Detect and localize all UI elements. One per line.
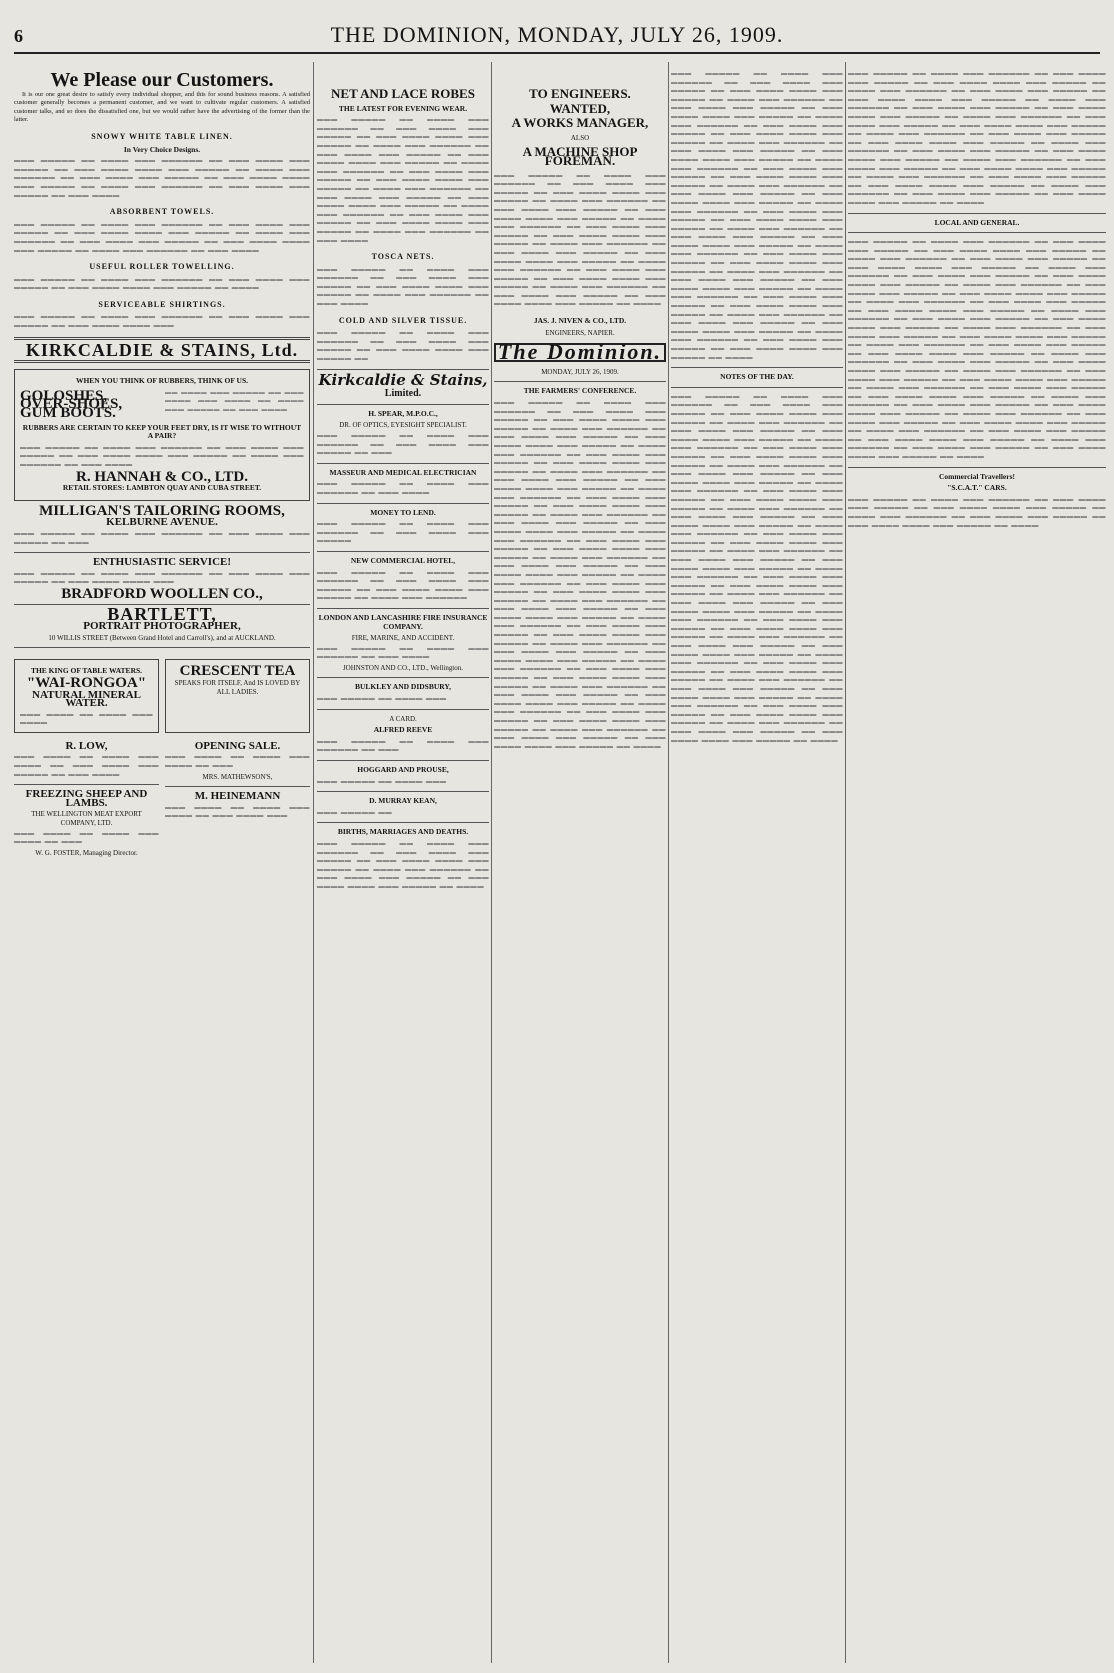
customers-heading: We Please our Customers. <box>50 69 274 91</box>
issue-date: MONDAY, JULY 26, 1909. <box>541 367 619 376</box>
dominion-nameplate: The Dominion. <box>494 343 666 362</box>
page-title: THE DOMINION, MONDAY, JULY 26, 1909. <box>330 22 784 47</box>
milligan-heading: MILLIGAN'S TAILORING ROOMS, <box>39 502 285 519</box>
masthead <box>0 0 1114 62</box>
silver-heading: COLD AND SILVER TISSUE. <box>338 315 468 325</box>
wairongoa-ad: THE KING OF TABLE WATERS. "WAI-RONGOA" NATURAL MINERAL WATER. ▬▬▬ ▬▬▬▬ ▬▬ ▬▬▬▬ ▬▬▬ ▬▬▬▬ <box>14 659 159 733</box>
local-general-heading: LOCAL AND GENERAL. <box>934 217 1020 227</box>
heinemann-heading: M. HEINEMANN <box>194 790 281 803</box>
travellers-heading: Commercial Travellers! <box>938 471 1015 481</box>
opening-heading: OPENING SALE. <box>194 739 281 752</box>
column-5: ▬▬▬ ▬▬▬▬▬ ▬▬ ▬▬▬▬ ▬▬▬ ▬▬▬▬▬▬ ▬▬ ▬▬▬ ▬▬▬▬ ▬▬▬ ▬▬▬▬▬ ▬▬ ▬▬▬ ▬▬▬▬ ▬▬▬▬ ▬▬▬ ▬▬▬▬▬ ▬▬ ▬▬▬▬ ▬▬▬ ▬▬▬▬▬▬ ▬▬ ▬▬▬ ▬▬▬▬ ▬▬▬ ▬▬▬▬▬ ▬▬ ▬▬▬ ▬▬▬▬ ▬▬▬▬ ▬▬▬ ▬▬▬▬▬ ▬▬ ▬▬▬▬ ▬▬▬ ▬▬▬▬▬▬ ▬▬ ▬▬▬ ▬▬▬▬ ▬▬▬ ▬▬▬▬▬ ▬▬ ▬▬▬ ▬▬▬▬ ▬▬▬▬ ▬▬▬ ▬▬▬▬▬ ▬▬ ▬▬▬▬ ▬▬▬ ▬▬▬▬▬▬ ▬▬ ▬▬▬ ▬▬▬▬ ▬▬▬ ▬▬▬▬▬ ▬▬ ▬▬▬ ▬▬▬▬ ▬▬▬▬ ▬▬▬ ▬▬▬▬▬ ▬▬ ▬▬▬▬ ▬▬▬ ▬▬▬▬▬▬ ▬▬ ▬▬▬ ▬▬▬▬ ▬▬▬ ▬▬▬▬▬ ▬▬ ▬▬▬ ▬▬▬▬ ▬▬▬▬ ▬▬▬ ▬▬▬▬▬ ▬▬ ▬▬▬▬ ▬▬▬ ▬▬▬▬▬▬ ▬▬ ▬▬▬ ▬▬▬▬ ▬▬▬ ▬▬▬▬▬ ▬▬ ▬▬▬ ▬▬▬▬ ▬▬▬▬ ▬▬▬ ▬▬▬▬▬ ▬▬ ▬▬▬▬ ▬▬▬ ▬▬▬▬▬▬ ▬▬ ▬▬▬ ▬▬▬▬ ▬▬▬ ▬▬▬▬▬ ▬▬ ▬▬▬ ▬▬▬▬ ▬▬▬▬ ▬▬▬ ▬▬▬▬▬ ▬▬ ▬▬▬▬ ▬▬▬ ▬▬▬▬▬▬ ▬▬ ▬▬▬ ▬▬▬▬ ▬▬▬ ▬▬▬▬▬ ▬▬ ▬▬▬ ▬▬▬▬ ▬▬▬▬ ▬▬▬ ▬▬▬▬▬ ▬▬ ▬▬▬▬ ▬▬▬ ▬▬▬▬▬▬ ▬▬ ▬▬▬ ▬▬▬▬ ▬▬▬ ▬▬▬▬▬ ▬▬ ▬▬▬ ▬▬▬▬ ▬▬▬▬ ▬▬▬ ▬▬▬▬▬ ▬▬ ▬▬▬▬ LOCAL AND GENERAL. ▬▬▬ ▬▬▬▬▬ ▬▬ ▬▬▬▬ ▬▬▬ ▬▬▬▬▬▬ ▬▬ ▬▬▬ ▬▬▬▬ ▬▬▬ ▬▬▬▬▬ ▬▬ ▬▬▬ ▬▬▬▬ ▬▬▬▬ ▬▬▬ ▬▬▬▬▬ ▬▬ ▬▬▬▬ ▬▬▬ ▬▬▬▬▬▬ ▬▬ ▬▬▬ ▬▬▬▬ ▬▬▬ ▬▬▬▬▬ ▬▬ ▬▬▬ ▬▬▬▬ ▬▬▬▬ ▬▬▬ ▬▬▬▬▬ ▬▬ ▬▬▬▬ ▬▬▬ ▬▬▬▬▬▬ ▬▬ ▬▬▬ ▬▬▬▬ ▬▬▬ ▬▬▬▬▬ ▬▬ ▬▬▬ ▬▬▬▬ ▬▬▬▬ ▬▬▬ ▬▬▬▬▬ ▬▬ ▬▬▬▬ ▬▬▬ ▬▬▬▬▬▬ ▬▬ ▬▬▬ ▬▬▬▬ ▬▬▬ ▬▬▬▬▬ ▬▬ ▬▬▬ ▬▬▬▬ ▬▬▬▬ ▬▬▬ ▬▬▬▬▬ ▬▬ ▬▬▬▬ ▬▬▬ ▬▬▬▬▬▬ ▬▬ ▬▬▬ ▬▬▬▬ ▬▬▬ ▬▬▬▬▬ ▬▬ ▬▬▬ ▬▬▬▬ ▬▬▬▬ ▬▬▬ ▬▬▬▬▬ ▬▬ ▬▬▬▬ ▬▬▬ ▬▬▬▬▬▬ ▬▬ ▬▬▬ ▬▬▬▬ ▬▬▬ ▬▬▬▬▬ ▬▬ ▬▬▬ ▬▬▬▬ ▬▬▬▬ ▬▬▬ ▬▬▬▬▬ ▬▬ ▬▬▬▬ ▬▬▬ ▬▬▬▬▬▬ ▬▬ ▬▬▬ ▬▬▬▬ ▬▬▬ ▬▬▬▬▬ ▬▬ ▬▬▬ ▬▬▬▬ ▬▬▬▬ ▬▬▬ ▬▬▬▬▬ ▬▬ ▬▬▬▬ ▬▬▬ ▬▬▬▬▬▬ ▬▬ ▬▬▬ ▬▬▬▬ ▬▬▬ ▬▬▬▬▬ ▬▬ ▬▬▬ ▬▬▬▬ ▬▬▬▬ ▬▬▬ ▬▬▬▬▬ ▬▬ ▬▬▬▬ ▬▬▬ ▬▬▬▬▬▬ ▬▬ ▬▬▬ ▬▬▬▬ ▬▬▬ ▬▬▬▬▬ ▬▬ ▬▬▬ ▬▬▬▬ ▬▬▬▬ ▬▬▬ ▬▬▬▬▬ ▬▬ ▬▬▬▬ ▬▬▬ ▬▬▬▬▬▬ ▬▬ ▬▬▬ ▬▬▬▬ ▬▬▬ ▬▬▬▬▬ ▬▬ ▬▬▬ ▬▬▬▬ ▬▬▬▬ ▬▬▬ ▬▬▬▬▬ ▬▬ ▬▬▬▬ ▬▬▬ ▬▬▬▬▬▬ ▬▬ ▬▬▬ ▬▬▬▬ ▬▬▬ ▬▬▬▬▬ ▬▬ ▬▬▬ ▬▬▬▬ ▬▬▬▬ ▬▬▬ ▬▬▬▬▬ ▬▬ ▬▬▬▬ ▬▬▬ ▬▬▬▬▬▬ ▬▬ ▬▬▬ ▬▬▬▬ ▬▬▬ ▬▬▬▬▬ ▬▬ ▬▬▬ ▬▬▬▬ ▬▬▬▬ ▬▬▬ ▬▬▬▬▬ ▬▬ ▬▬▬▬ ▬▬▬ ▬▬▬▬▬▬ ▬▬ ▬▬▬ ▬▬▬▬ ▬▬▬ ▬▬▬▬▬ ▬▬ ▬▬▬ ▬▬▬▬ ▬▬▬▬ ▬▬▬ ▬▬▬▬▬ ▬▬ ▬▬▬▬ ▬▬▬ ▬▬▬▬▬▬ ▬▬ ▬▬▬ ▬▬▬▬ ▬▬▬ ▬▬▬▬▬ ▬▬ ▬▬▬ ▬▬▬▬ ▬▬▬▬ ▬▬▬ ▬▬▬▬▬ ▬▬ ▬▬▬▬ ▬▬▬ ▬▬▬▬▬▬ ▬▬ ▬▬▬ ▬▬▬▬ ▬▬▬ ▬▬▬▬▬ ▬▬ ▬▬▬ ▬▬▬▬ ▬▬▬▬ ▬▬▬ ▬▬▬▬▬ ▬▬ ▬▬▬▬ Commercial Travellers! "S.C.A.T." CARS. ▬▬▬ ▬▬▬▬▬ ▬▬ ▬▬▬▬ ▬▬▬ ▬▬▬▬▬▬ ▬▬ ▬▬▬ ▬▬▬▬ ▬▬▬ ▬▬▬▬▬ ▬▬ ▬▬▬ ▬▬▬▬ ▬▬▬▬ ▬▬▬ ▬▬▬▬▬ ▬▬ ▬▬▬▬ ▬▬▬ ▬▬▬▬▬▬ ▬▬ ▬▬▬ ▬▬▬▬ ▬▬▬ ▬▬▬▬▬ ▬▬ ▬▬▬ ▬▬▬▬ ▬▬▬▬ ▬▬▬ ▬▬▬▬▬ ▬▬ ▬▬▬▬ <box>848 70 1106 529</box>
column-divider <box>491 62 492 1663</box>
conference-heading: THE FARMERS' CONFERENCE. <box>523 386 637 396</box>
money-heading: MONEY TO LEND. <box>370 507 436 517</box>
niven-heading: JAS. J. NIVEN & CO., LTD. <box>533 316 627 326</box>
johnston: JOHNSTON AND CO., LTD., Wellington. <box>342 663 464 672</box>
net-subheading: THE LATEST FOR EVENING WEAR. <box>338 103 468 113</box>
foster-signature: W. G. FOSTER, Managing Director. <box>35 848 138 857</box>
engineers-heading: TO ENGINEERS. <box>529 86 631 101</box>
column-divider <box>845 62 846 1663</box>
murray-heading: D. MURRAY KEAN, <box>369 796 437 806</box>
hannah-address: RETAIL STORES: LAMBTON QUAY AND CUBA STREET. <box>62 483 262 493</box>
kirkcaldie-limited: Limited. <box>384 388 422 400</box>
wairongoa-subheading: NATURAL MINERAL WATER. <box>32 688 141 710</box>
spear-subheading: DR. OF OPTICS, EYESIGHT SPECIALIST. <box>339 421 467 430</box>
roller-heading: USEFUL ROLLER TOWELLING. <box>89 262 235 272</box>
meat-company: THE WELLINGTON MEAT EXPORT COMPANY, LTD. <box>31 810 142 828</box>
kirkcaldie-signature: Kirkcaldie & Stains, <box>318 370 488 389</box>
works-manager-heading: A WORKS MANAGER, <box>511 115 649 131</box>
column-divider <box>313 62 314 1663</box>
rubbers-line: WHEN YOU THINK OF RUBBERS, THINK OF US. <box>75 376 249 386</box>
kirkcaldie-ad: KIRKCALDIE & STAINS, Ltd. <box>25 339 299 360</box>
linen-subheading: In Very Choice Designs. <box>123 144 201 154</box>
crescent-ad <box>165 659 310 733</box>
insurance-sub: FIRE, MARINE, AND ACCIDENT. <box>351 634 455 643</box>
bartlett-heading: BARTLETT, <box>107 603 217 624</box>
bulkley-heading: BULKLEY AND DIDSBURY, <box>354 682 452 692</box>
rubbers-ad: WHEN YOU THINK OF RUBBERS, THINK OF US. GOLOSHES, OVER-SHOES, GUM BOOTS. ▬▬ ▬▬▬▬ ▬▬▬ ▬▬▬▬▬ ▬▬ ▬▬▬ ▬▬▬▬ ▬▬▬ ▬▬▬▬ ▬▬ ▬▬▬▬ ▬▬▬ ▬▬▬▬▬ ▬▬ ▬▬▬ ▬▬▬▬ RUBBERS ARE CERTAIN TO KEEP YOUR FEET DRY, IS IT WISE TO WITHOUT A PAIR? ▬▬▬ ▬▬▬▬▬ ▬▬ ▬▬▬▬ ▬▬▬ ▬▬▬▬▬▬ ▬▬ ▬▬▬ ▬▬▬▬ ▬▬▬ ▬▬▬▬▬ ▬▬ ▬▬▬ ▬▬▬▬ ▬▬▬▬ ▬▬▬ ▬▬▬▬▬ ▬▬ ▬▬▬▬ ▬▬▬ ▬▬▬▬▬▬ ▬▬ ▬▬▬ ▬▬▬▬ R. HANNAH & CO., LTD. RETAIL STORES: LAMBTON QUAY AND CUBA STREET. <box>14 369 310 501</box>
milligan-subheading: KELBURNE AVENUE. <box>106 516 218 529</box>
spear-heading: H. SPEAR, M.P.O.C., <box>368 408 438 418</box>
low-heading: R. LOW, <box>65 739 108 752</box>
card-label: A CARD. <box>389 714 417 723</box>
niven-subheading: ENGINEERS, NAPIER. <box>545 328 615 337</box>
crescent-subheading: SPEAKS FOR ITSELF, And IS LOVED BY ALL LADIES. <box>174 678 301 696</box>
scat-heading: "S.C.A.T." CARS. <box>947 483 1007 493</box>
bradford-heading: BRADFORD WOOLLEN CO., <box>61 585 263 602</box>
masthead-rule <box>14 52 1100 54</box>
machine-shop-heading: A MACHINE SHOP FOREMAN. <box>522 144 638 168</box>
enthusiastic-heading: ENTHUSIASTIC SERVICE! <box>92 556 232 569</box>
hannah-heading: R. HANNAH & CO., LTD. <box>76 468 248 485</box>
wairongoa-top: THE KING OF TABLE WATERS. <box>30 666 143 676</box>
bartlett-subheading: PORTRAIT PHOTOGRAPHER, <box>83 620 241 633</box>
goloshes-heading: GOLOSHES, OVER-SHOES, GUM BOOTS. <box>20 387 123 422</box>
net-heading: NET AND LACE ROBES <box>331 86 475 101</box>
notes-heading: NOTES OF THE DAY. <box>720 372 794 382</box>
column-3: TO ENGINEERS. WANTED, A WORKS MANAGER, ALSO A MACHINE SHOP FOREMAN. ▬▬▬ ▬▬▬▬▬ ▬▬ ▬▬▬▬ ▬▬▬ ▬▬▬▬▬▬ ▬▬ ▬▬▬ ▬▬▬▬ ▬▬▬ ▬▬▬▬▬ ▬▬ ▬▬▬ ▬▬▬▬ ▬▬▬▬ ▬▬▬ ▬▬▬▬▬ ▬▬ ▬▬▬▬ ▬▬▬ ▬▬▬▬▬▬ ▬▬ ▬▬▬ ▬▬▬▬ ▬▬▬ ▬▬▬▬▬ ▬▬ ▬▬▬ ▬▬▬▬ ▬▬▬▬ ▬▬▬ ▬▬▬▬▬ ▬▬ ▬▬▬▬ ▬▬▬ ▬▬▬▬▬▬ ▬▬ ▬▬▬ ▬▬▬▬ ▬▬▬ ▬▬▬▬▬ ▬▬ ▬▬▬ ▬▬▬▬ ▬▬▬▬ ▬▬▬ ▬▬▬▬▬ ▬▬ ▬▬▬▬ ▬▬▬ ▬▬▬▬▬▬ ▬▬ ▬▬▬ ▬▬▬▬ ▬▬▬ ▬▬▬▬▬ ▬▬ ▬▬▬ ▬▬▬▬ ▬▬▬▬ ▬▬▬ ▬▬▬▬▬ ▬▬ ▬▬▬▬ ▬▬▬ ▬▬▬▬▬▬ ▬▬ ▬▬▬ ▬▬▬▬ ▬▬▬ ▬▬▬▬▬ ▬▬ ▬▬▬ ▬▬▬▬ ▬▬▬▬ ▬▬▬ ▬▬▬▬▬ ▬▬ ▬▬▬▬ ▬▬▬ ▬▬▬▬▬▬ ▬▬ ▬▬▬ ▬▬▬▬ ▬▬▬ ▬▬▬▬▬ ▬▬ ▬▬▬ ▬▬▬▬ ▬▬▬▬ ▬▬▬ ▬▬▬▬▬ ▬▬ ▬▬▬▬ JAS. J. NIVEN & CO., LTD. ENGINEERS, NAPIER. The Dominion. MONDAY, JULY 26, 1909. THE FARMERS' CONFERENCE. ▬▬▬ ▬▬▬▬▬ ▬▬ ▬▬▬▬ ▬▬▬ ▬▬▬▬▬▬ ▬▬ ▬▬▬ ▬▬▬▬ ▬▬▬ ▬▬▬▬▬ ▬▬ ▬▬▬ ▬▬▬▬ ▬▬▬▬ ▬▬▬ ▬▬▬▬▬ ▬▬ ▬▬▬▬ ▬▬▬ ▬▬▬▬▬▬ ▬▬ ▬▬▬ ▬▬▬▬ ▬▬▬ ▬▬▬▬▬ ▬▬ ▬▬▬ ▬▬▬▬ ▬▬▬▬ ▬▬▬ ▬▬▬▬▬ ▬▬ ▬▬▬▬ ▬▬▬ ▬▬▬▬▬▬ ▬▬ ▬▬▬ ▬▬▬▬ ▬▬▬ ▬▬▬▬▬ ▬▬ ▬▬▬ ▬▬▬▬ ▬▬▬▬ ▬▬▬ ▬▬▬▬▬ ▬▬ ▬▬▬▬ ▬▬▬ ▬▬▬▬▬▬ ▬▬ ▬▬▬ ▬▬▬▬ ▬▬▬ ▬▬▬▬▬ ▬▬ ▬▬▬ ▬▬▬▬ ▬▬▬▬ ▬▬▬ ▬▬▬▬▬ ▬▬ ▬▬▬▬ ▬▬▬ ▬▬▬▬▬▬ ▬▬ ▬▬▬ ▬▬▬▬ ▬▬▬ ▬▬▬▬▬ ▬▬ ▬▬▬ ▬▬▬▬ ▬▬▬▬ ▬▬▬ ▬▬▬▬▬ ▬▬ ▬▬▬▬ ▬▬▬ ▬▬▬▬▬▬ ▬▬ ▬▬▬ ▬▬▬▬ ▬▬▬ ▬▬▬▬▬ ▬▬ ▬▬▬ ▬▬▬▬ ▬▬▬▬ ▬▬▬ ▬▬▬▬▬ ▬▬ ▬▬▬▬ ▬▬▬ ▬▬▬▬▬▬ ▬▬ ▬▬▬ ▬▬▬▬ ▬▬▬ ▬▬▬▬▬ ▬▬ ▬▬▬ ▬▬▬▬ ▬▬▬▬ ▬▬▬ ▬▬▬▬▬ ▬▬ ▬▬▬▬ ▬▬▬ ▬▬▬▬▬▬ ▬▬ ▬▬▬ ▬▬▬▬ ▬▬▬ ▬▬▬▬▬ ▬▬ ▬▬▬ ▬▬▬▬ ▬▬▬▬ ▬▬▬ ▬▬▬▬▬ ▬▬ ▬▬▬▬ ▬▬▬ ▬▬▬▬▬▬ ▬▬ ▬▬▬ ▬▬▬▬ ▬▬▬ ▬▬▬▬▬ ▬▬ ▬▬▬ ▬▬▬▬ ▬▬▬▬ ▬▬▬ ▬▬▬▬▬ ▬▬ ▬▬▬▬ ▬▬▬ ▬▬▬▬▬▬ ▬▬ ▬▬▬ ▬▬▬▬ ▬▬▬ ▬▬▬▬▬ ▬▬ ▬▬▬ ▬▬▬▬ ▬▬▬▬ ▬▬▬ ▬▬▬▬▬ ▬▬ ▬▬▬▬ ▬▬▬ ▬▬▬▬▬▬ ▬▬ ▬▬▬ ▬▬▬▬ ▬▬▬ ▬▬▬▬▬ ▬▬ ▬▬▬ ▬▬▬▬ ▬▬▬▬ ▬▬▬ ▬▬▬▬▬ ▬▬ ▬▬▬▬ ▬▬▬ ▬▬▬▬▬▬ ▬▬ ▬▬▬ ▬▬▬▬ ▬▬▬ ▬▬▬▬▬ ▬▬ ▬▬▬ ▬▬▬▬ ▬▬▬▬ ▬▬▬ ▬▬▬▬▬ ▬▬ ▬▬▬▬ ▬▬▬ ▬▬▬▬▬▬ ▬▬ ▬▬▬ ▬▬▬▬ ▬▬▬ ▬▬▬▬▬ ▬▬ ▬▬▬ ▬▬▬▬ ▬▬▬▬ ▬▬▬ ▬▬▬▬▬ ▬▬ ▬▬▬▬ ▬▬▬ ▬▬▬▬▬▬ ▬▬ ▬▬▬ ▬▬▬▬ ▬▬▬ ▬▬▬▬▬ ▬▬ ▬▬▬ ▬▬▬▬ ▬▬▬▬ ▬▬▬ ▬▬▬▬▬ ▬▬ ▬▬▬▬ ▬▬▬ ▬▬▬▬▬▬ ▬▬ ▬▬▬ ▬▬▬▬ ▬▬▬ ▬▬▬▬▬ ▬▬ ▬▬▬ ▬▬▬▬ ▬▬▬▬ ▬▬▬ ▬▬▬▬▬ ▬▬ ▬▬▬▬ ▬▬▬ ▬▬▬▬▬▬ ▬▬ ▬▬▬ ▬▬▬▬ ▬▬▬ ▬▬▬▬▬ ▬▬ ▬▬▬ ▬▬▬▬ ▬▬▬▬ ▬▬▬ ▬▬▬▬▬ ▬▬ ▬▬▬▬ <box>494 86 666 750</box>
hotel-heading: NEW COMMERCIAL HOTEL, <box>350 555 456 565</box>
also-label: ALSO <box>570 133 590 142</box>
opening-ad: OPENING SALE. ▬▬▬ ▬▬▬▬ ▬▬ ▬▬▬▬ ▬▬▬ ▬▬▬▬ ▬▬ ▬▬▬ MRS. MATHEWSON'S, M. HEINEMANN ▬▬▬ ▬▬▬▬ ▬▬ ▬▬▬▬ ▬▬▬ ▬▬▬▬ ▬▬ ▬▬▬ ▬▬▬▬ ▬▬▬ <box>165 739 310 820</box>
mathewson: MRS. MATHEWSON'S, <box>202 772 273 781</box>
rubbers-certain: RUBBERS ARE CERTAIN TO KEEP YOUR FEET DRY, IS IT WISE TO WITHOUT A PAIR? <box>22 422 302 441</box>
births-heading: BIRTHS, MARRIAGES AND DEATHS. <box>337 827 469 837</box>
absorbent-heading: ABSORBENT TOWELS. <box>109 207 215 217</box>
low-ad: R. LOW, ▬▬▬ ▬▬▬▬ ▬▬ ▬▬▬▬ ▬▬▬ ▬▬▬▬ ▬▬ ▬▬▬ ▬▬▬▬ ▬▬▬ ▬▬▬▬▬ ▬▬ ▬▬▬ ▬▬▬▬ FREEZING SHEEP AND LAMBS. THE WELLINGTON MEAT EXPORT COMPANY, LTD. ▬▬▬ ▬▬▬▬ ▬▬ ▬▬▬▬ ▬▬▬ ▬▬▬▬ ▬▬ ▬▬▬ W. G. FOSTER, Managing Director. <box>14 739 159 857</box>
column-divider <box>668 62 669 1663</box>
freezing-heading: FREEZING SHEEP AND LAMBS. <box>25 788 148 809</box>
masseur-heading: MASSEUR AND MEDICAL ELECTRICIAN <box>329 467 477 477</box>
bartlett-address: 10 WILLIS STREET (Between Grand Hotel and Carroll's), and at AUCKLAND. <box>48 633 276 642</box>
serviceable-heading: SERVICEABLE SHIRTINGS. <box>98 299 226 309</box>
column-2: NET AND LACE ROBES THE LATEST FOR EVENING WEAR. ▬▬▬ ▬▬▬▬▬ ▬▬ ▬▬▬▬ ▬▬▬ ▬▬▬▬▬▬ ▬▬ ▬▬▬ ▬▬▬▬ ▬▬▬ ▬▬▬▬▬ ▬▬ ▬▬▬ ▬▬▬▬ ▬▬▬▬ ▬▬▬ ▬▬▬▬▬ ▬▬ ▬▬▬▬ ▬▬▬ ▬▬▬▬▬▬ ▬▬ ▬▬▬ ▬▬▬▬ ▬▬▬ ▬▬▬▬▬ ▬▬ ▬▬▬ ▬▬▬▬ ▬▬▬▬ ▬▬▬ ▬▬▬▬▬ ▬▬ ▬▬▬▬ ▬▬▬ ▬▬▬▬▬▬ ▬▬ ▬▬▬ ▬▬▬▬ ▬▬▬ ▬▬▬▬▬ ▬▬ ▬▬▬ ▬▬▬▬ ▬▬▬▬ ▬▬▬ ▬▬▬▬▬ ▬▬ ▬▬▬▬ ▬▬▬ ▬▬▬▬▬▬ ▬▬ ▬▬▬ ▬▬▬▬ ▬▬▬ ▬▬▬▬▬ ▬▬ ▬▬▬ ▬▬▬▬ ▬▬▬▬ ▬▬▬ ▬▬▬▬▬ ▬▬ ▬▬▬▬ ▬▬▬ ▬▬▬▬▬▬ ▬▬ ▬▬▬ ▬▬▬▬ ▬▬▬ ▬▬▬▬▬ ▬▬ ▬▬▬ ▬▬▬▬ ▬▬▬▬ ▬▬▬ ▬▬▬▬▬ ▬▬ ▬▬▬▬ ▬▬▬ ▬▬▬▬▬▬ ▬▬ ▬▬▬ ▬▬▬▬ TOSCA NETS. ▬▬▬ ▬▬▬▬▬ ▬▬ ▬▬▬▬ ▬▬▬ ▬▬▬▬▬▬ ▬▬ ▬▬▬ ▬▬▬▬ ▬▬▬ ▬▬▬▬▬ ▬▬ ▬▬▬ ▬▬▬▬ ▬▬▬▬ ▬▬▬ ▬▬▬▬▬ ▬▬ ▬▬▬▬ ▬▬▬ ▬▬▬▬▬▬ ▬▬ ▬▬▬ ▬▬▬▬ COLD AND SILVER TISSUE. ▬▬▬ ▬▬▬▬▬ ▬▬ ▬▬▬▬ ▬▬▬ ▬▬▬▬▬▬ ▬▬ ▬▬▬ ▬▬▬▬ ▬▬▬ ▬▬▬▬▬ ▬▬ ▬▬▬ ▬▬▬▬ ▬▬▬▬ ▬▬▬ ▬▬▬▬▬ ▬▬ Kirkcaldie & Stains, Limited. H. SPEAR, M.P.O.C., DR. OF OPTICS, EYESIGHT SPECIALIST. ▬▬▬ ▬▬▬▬▬ ▬▬ ▬▬▬▬ ▬▬▬ ▬▬▬▬▬▬ ▬▬ ▬▬▬ ▬▬▬▬ ▬▬▬ ▬▬▬▬▬ ▬▬ ▬▬▬ MASSEUR AND MEDICAL ELECTRICIAN ▬▬▬ ▬▬▬▬▬ ▬▬ ▬▬▬▬ ▬▬▬ ▬▬▬▬▬▬ ▬▬ ▬▬▬ ▬▬▬▬ MONEY TO LEND. ▬▬▬ ▬▬▬▬▬ ▬▬ ▬▬▬▬ ▬▬▬ ▬▬▬▬▬▬ ▬▬ ▬▬▬ ▬▬▬▬ ▬▬▬ ▬▬▬▬▬ NEW COMMERCIAL HOTEL, ▬▬▬ ▬▬▬▬▬ ▬▬ ▬▬▬▬ ▬▬▬ ▬▬▬▬▬▬ ▬▬ ▬▬▬ ▬▬▬▬ ▬▬▬ ▬▬▬▬▬ ▬▬ ▬▬▬ ▬▬▬▬ ▬▬▬▬ ▬▬▬ ▬▬▬▬▬ ▬▬ ▬▬▬▬ ▬▬▬ ▬▬▬▬▬▬ LONDON AND LANCASHIRE FIRE INSURANCE COMPANY. FIRE, MARINE, AND ACCIDENT. ▬▬▬ ▬▬▬▬▬ ▬▬ ▬▬▬▬ ▬▬▬ ▬▬▬▬▬▬ ▬▬ ▬▬▬ ▬▬▬▬ JOHNSTON AND CO., LTD., Wellington. BULKLEY AND DIDSBURY, ▬▬▬ ▬▬▬▬▬ ▬▬ ▬▬▬▬ ▬▬▬ A CARD. ALFRED REEVE ▬▬▬ ▬▬▬▬▬ ▬▬ ▬▬▬▬ ▬▬▬ ▬▬▬▬▬▬ ▬▬ ▬▬▬ HOGGARD AND PROUSE, ▬▬▬ ▬▬▬▬▬ ▬▬ ▬▬▬▬ ▬▬▬ D. MURRAY KEAN, ▬▬▬ ▬▬▬▬▬ ▬▬ BIRTHS, MARRIAGES AND DEATHS. ▬▬▬ ▬▬▬▬▬ ▬▬ ▬▬▬▬ ▬▬▬ ▬▬▬▬▬▬ ▬▬ ▬▬▬ ▬▬▬▬ ▬▬▬ ▬▬▬▬▬ ▬▬ ▬▬▬ ▬▬▬▬ ▬▬▬▬ ▬▬▬ ▬▬▬▬▬ ▬▬ ▬▬▬▬ ▬▬▬ ▬▬▬▬▬▬ ▬▬ ▬▬▬ ▬▬▬▬ ▬▬▬ ▬▬▬▬▬ ▬▬ ▬▬▬ ▬▬▬▬ ▬▬▬▬ ▬▬▬ ▬▬▬▬▬ ▬▬ ▬▬▬▬ <box>317 86 489 890</box>
wanted-heading: WANTED, <box>549 100 611 116</box>
hoggard-heading: HOGGARD AND PROUSE, <box>357 765 449 775</box>
linen-heading: SNOWY WHITE TABLE LINEN. <box>91 131 233 141</box>
column-1: We Please our Customers. It is our one great desire to satisfy every individual shopper, and this for sound business reasons. A satisfied customer generally becomes a permanent customer, and we want to cultivate regular customers. A satisfied customer talks, and so does the dissatisfied one, but we would rather have the advertising of the former than the latter. SNOWY WHITE TABLE LINEN. In Very Choice Designs. ▬▬▬ ▬▬▬▬▬ ▬▬ ▬▬▬▬ ▬▬▬ ▬▬▬▬▬▬ ▬▬ ▬▬▬ ▬▬▬▬ ▬▬▬ ▬▬▬▬▬ ▬▬ ▬▬▬ ▬▬▬▬ ▬▬▬▬ ▬▬▬ ▬▬▬▬▬ ▬▬ ▬▬▬▬ ▬▬▬ ▬▬▬▬▬▬ ▬▬ ▬▬▬ ▬▬▬▬ ▬▬▬ ▬▬▬▬▬ ▬▬ ▬▬▬ ▬▬▬▬ ▬▬▬▬ ▬▬▬ ▬▬▬▬▬ ▬▬ ▬▬▬▬ ▬▬▬ ▬▬▬▬▬▬ ▬▬ ▬▬▬ ▬▬▬▬ ▬▬▬ ▬▬▬▬▬ ▬▬ ▬▬▬ ▬▬▬▬ ABSORBENT TOWELS. ▬▬▬ ▬▬▬▬▬ ▬▬ ▬▬▬▬ ▬▬▬ ▬▬▬▬▬▬ ▬▬ ▬▬▬ ▬▬▬▬ ▬▬▬ ▬▬▬▬▬ ▬▬ ▬▬▬ ▬▬▬▬ ▬▬▬▬ ▬▬▬ ▬▬▬▬▬ ▬▬ ▬▬▬▬ ▬▬▬ ▬▬▬▬▬▬ ▬▬ ▬▬▬ ▬▬▬▬ ▬▬▬ ▬▬▬▬▬ ▬▬ ▬▬▬ ▬▬▬▬ ▬▬▬▬ ▬▬▬ ▬▬▬▬▬ ▬▬ ▬▬▬▬ ▬▬▬ ▬▬▬▬▬▬ ▬▬ ▬▬▬ ▬▬▬▬ USEFUL ROLLER TOWELLING. ▬▬▬ ▬▬▬▬▬ ▬▬ ▬▬▬▬ ▬▬▬ ▬▬▬▬▬▬ ▬▬ ▬▬▬ ▬▬▬▬ ▬▬▬ ▬▬▬▬▬ ▬▬ ▬▬▬ ▬▬▬▬ ▬▬▬▬ ▬▬▬ ▬▬▬▬▬ ▬▬ ▬▬▬▬ SERVICEABLE SHIRTINGS. ▬▬▬ ▬▬▬▬▬ ▬▬ ▬▬▬▬ ▬▬▬ ▬▬▬▬▬▬ ▬▬ ▬▬▬ ▬▬▬▬ ▬▬▬ ▬▬▬▬▬ ▬▬ ▬▬▬ ▬▬▬▬ ▬▬▬▬ ▬▬▬ KIRKCALDIE & STAINS, Ltd. WHEN YOU THINK OF RUBBERS, THINK OF US. GOLOSHES, OVER-SHOES, GUM BOOTS. ▬▬ ▬▬▬▬ ▬▬▬ ▬▬▬▬▬ ▬▬ ▬▬▬ ▬▬▬▬ ▬▬▬ ▬▬▬▬ ▬▬ ▬▬▬▬ ▬▬▬ ▬▬▬▬▬ ▬▬ ▬▬▬ ▬▬▬▬ RUBBERS ARE CERTAIN TO KEEP YOUR FEET DRY, IS IT WISE TO WITHOUT A PAIR? ▬▬▬ ▬▬▬▬▬ ▬▬ ▬▬▬▬ ▬▬▬ ▬▬▬▬▬▬ ▬▬ ▬▬▬ ▬▬▬▬ ▬▬▬ ▬▬▬▬▬ ▬▬ ▬▬▬ ▬▬▬▬ ▬▬▬▬ ▬▬▬ ▬▬▬▬▬ ▬▬ ▬▬▬▬ ▬▬▬ ▬▬▬▬▬▬ ▬▬ ▬▬▬ ▬▬▬▬ R. HANNAH & CO., LTD. RETAIL STORES: LAMBTON QUAY AND CUBA STREET. MILLIGAN'S TAILORING ROOMS, KELBURNE AVENUE. ▬▬▬ ▬▬▬▬▬ ▬▬ ▬▬▬▬ ▬▬▬ ▬▬▬▬▬▬ ▬▬ ▬▬▬ ▬▬▬▬ ▬▬▬ ▬▬▬▬▬ ▬▬ ▬▬▬ ENTHUSIASTIC SERVICE! ▬▬▬ ▬▬▬▬▬ ▬▬ ▬▬▬▬ ▬▬▬ ▬▬▬▬▬▬ ▬▬ ▬▬▬ ▬▬▬▬ ▬▬▬ ▬▬▬▬▬ ▬▬ ▬▬▬ ▬▬▬▬ ▬▬▬▬ ▬▬▬ BRADFORD WOOLLEN CO., BARTLETT, PORTRAIT PHOTOGRAPHER, 10 WILLIS STREET (Between Grand Hotel and Carroll's), and at AUCKLAND. THE KING OF TABLE WATERS. "WAI-RONGOA" NATURAL MINERAL WATER. ▬▬▬ ▬▬▬▬ ▬▬ ▬▬▬▬ ▬▬▬ ▬▬▬▬ CRESCENT TEA SPEAKS FOR ITSELF, And IS LOVED BY ALL LADIES. R. LOW, ▬▬▬ ▬▬▬▬ ▬▬ ▬▬▬▬ ▬▬▬ ▬▬▬▬ ▬▬ ▬▬▬ ▬▬▬▬ ▬▬▬ ▬▬▬▬▬ ▬▬ ▬▬▬ ▬▬▬▬ FREEZING SHEEP AND LAMBS. THE WELLINGTON MEAT EXPORT COMPANY, LTD. ▬▬▬ ▬▬▬▬ ▬▬ ▬▬▬▬ ▬▬▬ ▬▬▬▬ ▬▬ ▬▬▬ W. G. FOSTER, Managing Director. OPENING SALE. ▬▬▬ ▬▬▬▬ ▬▬ ▬▬▬▬ ▬▬▬ ▬▬▬▬ ▬▬ ▬▬▬ MRS. MATHEWSON'S, M. HEINEMANN ▬▬▬ ▬▬▬▬ ▬▬ ▬▬▬▬ ▬▬▬ ▬▬▬▬ ▬▬ ▬▬▬ ▬▬▬▬ ▬▬▬ <box>14 62 310 1663</box>
reeve-heading: ALFRED REEVE <box>373 725 433 735</box>
tosca-heading: TOSCA NETS. <box>371 252 435 262</box>
intro-paragraph: It is our one great desire to satisfy every individual shopper, and this for sound business reasons. A satisfied customer generally becomes a permanent customer, and we want to cultivate regular customers. A satisfied customer talks, and so does the dissatisfied one, but we would rather have the advertising of the former than the latter. <box>14 90 310 124</box>
page-number: 6 <box>14 26 23 46</box>
wairongoa-heading: "WAI-RONGOA" <box>26 674 147 691</box>
insurance-heading: LONDON AND LANCASHIRE FIRE INSURANCE COMPANY. <box>318 612 488 631</box>
column-4: ▬▬▬ ▬▬▬▬▬ ▬▬ ▬▬▬▬ ▬▬▬ ▬▬▬▬▬▬ ▬▬ ▬▬▬ ▬▬▬▬ ▬▬▬ ▬▬▬▬▬ ▬▬ ▬▬▬ ▬▬▬▬ ▬▬▬▬ ▬▬▬ ▬▬▬▬▬ ▬▬ ▬▬▬▬ ▬▬▬ ▬▬▬▬▬▬ ▬▬ ▬▬▬ ▬▬▬▬ ▬▬▬ ▬▬▬▬▬ ▬▬ ▬▬▬ ▬▬▬▬ ▬▬▬▬ ▬▬▬ ▬▬▬▬▬ ▬▬ ▬▬▬▬ ▬▬▬ ▬▬▬▬▬▬ ▬▬ ▬▬▬ ▬▬▬▬ ▬▬▬ ▬▬▬▬▬ ▬▬ ▬▬▬ ▬▬▬▬ ▬▬▬▬ ▬▬▬ ▬▬▬▬▬ ▬▬ ▬▬▬▬ ▬▬▬ ▬▬▬▬▬▬ ▬▬ ▬▬▬ ▬▬▬▬ ▬▬▬ ▬▬▬▬▬ ▬▬ ▬▬▬ ▬▬▬▬ ▬▬▬▬ ▬▬▬ ▬▬▬▬▬ ▬▬ ▬▬▬▬ ▬▬▬ ▬▬▬▬▬▬ ▬▬ ▬▬▬ ▬▬▬▬ ▬▬▬ ▬▬▬▬▬ ▬▬ ▬▬▬ ▬▬▬▬ ▬▬▬▬ ▬▬▬ ▬▬▬▬▬ ▬▬ ▬▬▬▬ ▬▬▬ ▬▬▬▬▬▬ ▬▬ ▬▬▬ ▬▬▬▬ ▬▬▬ ▬▬▬▬▬ ▬▬ ▬▬▬ ▬▬▬▬ ▬▬▬▬ ▬▬▬ ▬▬▬▬▬ ▬▬ ▬▬▬▬ ▬▬▬ ▬▬▬▬▬▬ ▬▬ ▬▬▬ ▬▬▬▬ ▬▬▬ ▬▬▬▬▬ ▬▬ ▬▬▬ ▬▬▬▬ ▬▬▬▬ ▬▬▬ ▬▬▬▬▬ ▬▬ ▬▬▬▬ ▬▬▬ ▬▬▬▬▬▬ ▬▬ ▬▬▬ ▬▬▬▬ ▬▬▬ ▬▬▬▬▬ ▬▬ ▬▬▬ ▬▬▬▬ ▬▬▬▬ ▬▬▬ ▬▬▬▬▬ ▬▬ ▬▬▬▬ ▬▬▬ ▬▬▬▬▬▬ ▬▬ ▬▬▬ ▬▬▬▬ ▬▬▬ ▬▬▬▬▬ ▬▬ ▬▬▬ ▬▬▬▬ ▬▬▬▬ ▬▬▬ ▬▬▬▬▬ ▬▬ ▬▬▬▬ ▬▬▬ ▬▬▬▬▬▬ ▬▬ ▬▬▬ ▬▬▬▬ ▬▬▬ ▬▬▬▬▬ ▬▬ ▬▬▬ ▬▬▬▬ ▬▬▬▬ ▬▬▬ ▬▬▬▬▬ ▬▬ ▬▬▬▬ ▬▬▬ ▬▬▬▬▬▬ ▬▬ ▬▬▬ ▬▬▬▬ ▬▬▬ ▬▬▬▬▬ ▬▬ ▬▬▬ ▬▬▬▬ ▬▬▬▬ ▬▬▬ ▬▬▬▬▬ ▬▬ ▬▬▬▬ ▬▬▬ ▬▬▬▬▬▬ ▬▬ ▬▬▬ ▬▬▬▬ ▬▬▬ ▬▬▬▬▬ ▬▬ ▬▬▬ ▬▬▬▬ ▬▬▬▬ ▬▬▬ ▬▬▬▬▬ ▬▬ ▬▬▬▬ ▬▬▬ ▬▬▬▬▬▬ ▬▬ ▬▬▬ ▬▬▬▬ ▬▬▬ ▬▬▬▬▬ ▬▬ ▬▬▬ ▬▬▬▬ ▬▬▬▬ ▬▬▬ ▬▬▬▬▬ ▬▬ ▬▬▬▬ NOTES OF THE DAY. ▬▬▬ ▬▬▬▬▬ ▬▬ ▬▬▬▬ ▬▬▬ ▬▬▬▬▬▬ ▬▬ ▬▬▬ ▬▬▬▬ ▬▬▬ ▬▬▬▬▬ ▬▬ ▬▬▬ ▬▬▬▬ ▬▬▬▬ ▬▬▬ ▬▬▬▬▬ ▬▬ ▬▬▬▬ ▬▬▬ ▬▬▬▬▬▬ ▬▬ ▬▬▬ ▬▬▬▬ ▬▬▬ ▬▬▬▬▬ ▬▬ ▬▬▬ ▬▬▬▬ ▬▬▬▬ ▬▬▬ ▬▬▬▬▬ ▬▬ ▬▬▬▬ ▬▬▬ ▬▬▬▬▬▬ ▬▬ ▬▬▬ ▬▬▬▬ ▬▬▬ ▬▬▬▬▬ ▬▬ ▬▬▬ ▬▬▬▬ ▬▬▬▬ ▬▬▬ ▬▬▬▬▬ ▬▬ ▬▬▬▬ ▬▬▬ ▬▬▬▬▬▬ ▬▬ ▬▬▬ ▬▬▬▬ ▬▬▬ ▬▬▬▬▬ ▬▬ ▬▬▬ ▬▬▬▬ ▬▬▬▬ ▬▬▬ ▬▬▬▬▬ ▬▬ ▬▬▬▬ ▬▬▬ ▬▬▬▬▬▬ ▬▬ ▬▬▬ ▬▬▬▬ ▬▬▬ ▬▬▬▬▬ ▬▬ ▬▬▬ ▬▬▬▬ ▬▬▬▬ ▬▬▬ ▬▬▬▬▬ ▬▬ ▬▬▬▬ ▬▬▬ ▬▬▬▬▬▬ ▬▬ ▬▬▬ ▬▬▬▬ ▬▬▬ ▬▬▬▬▬ ▬▬ ▬▬▬ ▬▬▬▬ ▬▬▬▬ ▬▬▬ ▬▬▬▬▬ ▬▬ ▬▬▬▬ ▬▬▬ ▬▬▬▬▬▬ ▬▬ ▬▬▬ ▬▬▬▬ ▬▬▬ ▬▬▬▬▬ ▬▬ ▬▬▬ ▬▬▬▬ ▬▬▬▬ ▬▬▬ ▬▬▬▬▬ ▬▬ ▬▬▬▬ ▬▬▬ ▬▬▬▬▬▬ ▬▬ ▬▬▬ ▬▬▬▬ ▬▬▬ ▬▬▬▬▬ ▬▬ ▬▬▬ ▬▬▬▬ ▬▬▬▬ ▬▬▬ ▬▬▬▬▬ ▬▬ ▬▬▬▬ ▬▬▬ ▬▬▬▬▬▬ ▬▬ ▬▬▬ ▬▬▬▬ ▬▬▬ ▬▬▬▬▬ ▬▬ ▬▬▬ ▬▬▬▬ ▬▬▬▬ ▬▬▬ ▬▬▬▬▬ ▬▬ ▬▬▬▬ ▬▬▬ ▬▬▬▬▬▬ ▬▬ ▬▬▬ ▬▬▬▬ ▬▬▬ ▬▬▬▬▬ ▬▬ ▬▬▬ ▬▬▬▬ ▬▬▬▬ ▬▬▬ ▬▬▬▬▬ ▬▬ ▬▬▬▬ ▬▬▬ ▬▬▬▬▬▬ ▬▬ ▬▬▬ ▬▬▬▬ ▬▬▬ ▬▬▬▬▬ ▬▬ ▬▬▬ ▬▬▬▬ ▬▬▬▬ ▬▬▬ ▬▬▬▬▬ ▬▬ ▬▬▬▬ ▬▬▬ ▬▬▬▬▬▬ ▬▬ ▬▬▬ ▬▬▬▬ ▬▬▬ ▬▬▬▬▬ ▬▬ ▬▬▬ ▬▬▬▬ ▬▬▬▬ ▬▬▬ ▬▬▬▬▬ ▬▬ ▬▬▬▬ ▬▬▬ ▬▬▬▬▬▬ ▬▬ ▬▬▬ ▬▬▬▬ ▬▬▬ ▬▬▬▬▬ ▬▬ ▬▬▬ ▬▬▬▬ ▬▬▬▬ ▬▬▬ ▬▬▬▬▬ ▬▬ ▬▬▬▬ ▬▬▬ ▬▬▬▬▬▬ ▬▬ ▬▬▬ ▬▬▬▬ ▬▬▬ ▬▬▬▬▬ ▬▬ ▬▬▬ ▬▬▬▬ ▬▬▬▬ ▬▬▬ ▬▬▬▬▬ ▬▬ ▬▬▬▬ ▬▬▬ ▬▬▬▬▬▬ ▬▬ ▬▬▬ ▬▬▬▬ ▬▬▬ ▬▬▬▬▬ ▬▬ ▬▬▬ ▬▬▬▬ ▬▬▬▬ ▬▬▬ ▬▬▬▬▬ ▬▬ ▬▬▬▬ ▬▬▬ ▬▬▬▬▬▬ ▬▬ ▬▬▬ ▬▬▬▬ ▬▬▬ ▬▬▬▬▬ ▬▬ ▬▬▬ ▬▬▬▬ ▬▬▬▬ ▬▬▬ ▬▬▬▬▬ ▬▬ ▬▬▬▬ <box>671 70 843 744</box>
crescent-heading: CRESCENT TEA <box>179 663 296 680</box>
